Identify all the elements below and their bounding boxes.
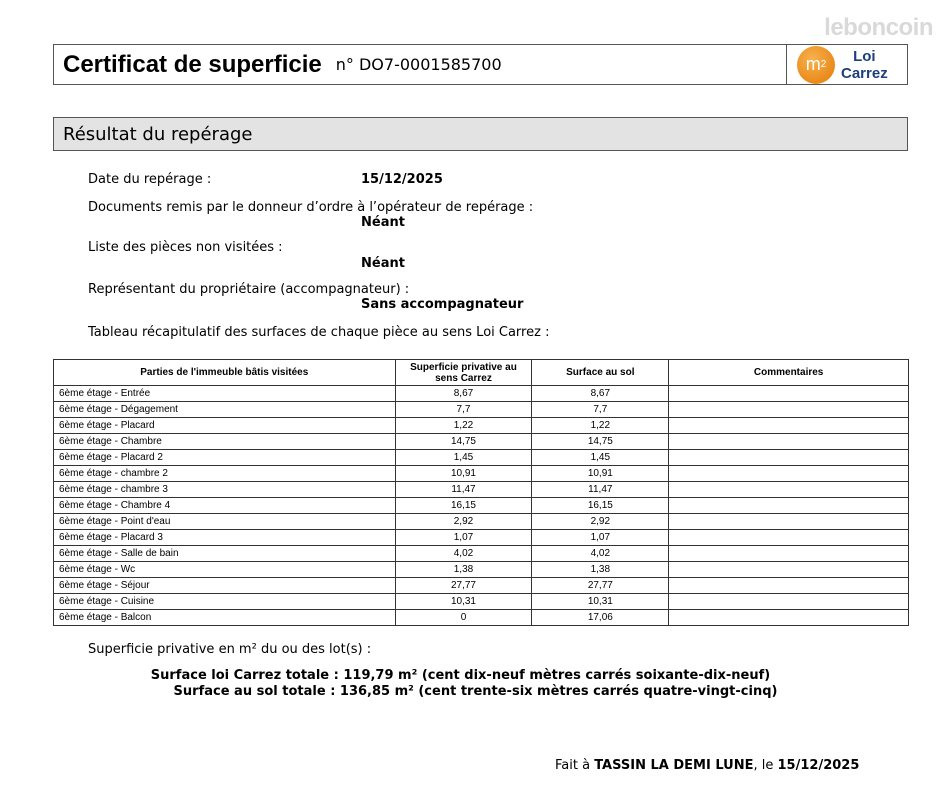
table-intro: Tableau récapitulatif des surfaces de chaque pièce au sens Loi Carrez : [88,325,550,340]
comment-cell [669,386,909,402]
table-row [54,386,909,402]
section-header [53,117,908,151]
date-label: Date du repérage : [88,172,212,187]
logo-symbol: m [805,54,821,74]
logo-superscript: 2 [820,59,827,70]
comment-cell [669,546,909,562]
comment-cell [669,482,909,498]
header-carrez: Superficie privative au sens Carrez [395,360,532,386]
certificate-number: n° DO7-0001585700 [335,55,502,74]
sol-cell: 1,45 [532,450,669,466]
table-row [54,610,909,626]
comment-cell [669,498,909,514]
comment-cell [669,450,909,466]
carrez-cell: 8,67 [395,386,532,402]
signature-sep: , le [753,758,774,773]
sol-cell: 2,92 [532,514,669,530]
room-cell: 6ème étage - Cuisine [54,594,396,610]
documents-label: Documents remis par le donneur d’ordre à l’opérateur de repérage : [88,200,534,215]
carrez-cell: 4,02 [395,546,532,562]
signature-line [555,758,859,773]
carrez-cell: 27,77 [395,578,532,594]
representative-value: Sans accompagnateur [361,297,524,312]
sol-cell: 14,75 [532,434,669,450]
date-value: 15/12/2025 [361,172,443,187]
section-title: Résultat du repérage [63,123,253,145]
documents-value: Néant [361,215,405,230]
sol-cell: 11,47 [532,482,669,498]
carrez-cell: 0 [395,610,532,626]
comment-cell [669,562,909,578]
comment-cell [669,530,909,546]
table-row [54,466,909,482]
header-comments: Commentaires [669,360,909,386]
room-cell: 6ème étage - Dégagement [54,402,396,418]
certificate-title: Certificat de superficie [63,50,322,78]
header-sol: Surface au sol [532,360,669,386]
table-row [54,482,909,498]
carrez-cell: 2,92 [395,514,532,530]
logo-label [841,48,888,82]
comment-cell [669,402,909,418]
table-row [54,578,909,594]
table-row [54,562,909,578]
sol-cell: 16,15 [532,498,669,514]
certificate-header [53,44,908,85]
room-cell: 6ème étage - Séjour [54,578,396,594]
carrez-cell: 14,75 [395,434,532,450]
comment-cell [669,514,909,530]
comment-cell [669,594,909,610]
room-cell: 6ème étage - Wc [54,562,396,578]
loi-carrez-logo [786,44,907,85]
sol-cell: 17,06 [532,610,669,626]
table-row [54,546,909,562]
sol-cell: 8,67 [532,386,669,402]
carrez-cell: 1,07 [395,530,532,546]
leboncoin-watermark: leboncoin [824,14,933,41]
comment-cell [669,434,909,450]
room-cell: 6ème étage - Chambre 4 [54,498,396,514]
room-cell: 6ème étage - chambre 2 [54,466,396,482]
header-rooms: Parties de l'immeuble bâtis visitées [54,360,396,386]
room-cell: 6ème étage - Balcon [54,610,396,626]
carrez-cell: 1,45 [395,450,532,466]
room-cell: 6ème étage - Salle de bain [54,546,396,562]
table-row [54,594,909,610]
sol-cell: 7,7 [532,402,669,418]
table-row [54,402,909,418]
carrez-cell: 1,38 [395,562,532,578]
table-header-row [54,360,909,386]
sol-cell: 4,02 [532,546,669,562]
surfaces-table [53,359,909,626]
summary-label: Superficie privative en m² du ou des lot(s) : [88,642,372,657]
room-cell: 6ème étage - Placard 3 [54,530,396,546]
sol-cell: 10,31 [532,594,669,610]
room-cell: 6ème étage - Entrée [54,386,396,402]
signature-prefix: Fait à [555,758,591,773]
carrez-total: Surface loi Carrez totale : 119,79 m² (cent dix-neuf mètres carrés soixante-dix-neuf) [150,668,771,683]
table-body [54,386,909,626]
table-row [54,498,909,514]
sol-cell: 1,07 [532,530,669,546]
logo-line2: Carrez [841,64,888,82]
carrez-cell: 16,15 [395,498,532,514]
room-cell: 6ème étage - Point d'eau [54,514,396,530]
sol-total: Surface au sol totale : 136,85 m² (cent trente-six mètres carrés quatre-vingt-cinq) [173,684,778,699]
comment-cell [669,578,909,594]
table-row [54,530,909,546]
rooms-value: Néant [361,256,405,271]
room-cell: 6ème étage - Placard [54,418,396,434]
table-row [54,418,909,434]
sol-cell: 1,22 [532,418,669,434]
carrez-cell: 1,22 [395,418,532,434]
room-cell: 6ème étage - Placard 2 [54,450,396,466]
carrez-cell: 7,7 [395,402,532,418]
table-row [54,514,909,530]
carrez-cell: 10,31 [395,594,532,610]
sol-cell: 10,91 [532,466,669,482]
totals-block [0,668,951,700]
sol-cell: 1,38 [532,562,669,578]
m2-logo-icon [797,46,835,84]
signature-place: TASSIN LA DEMI LUNE [594,758,754,773]
representative-label: Représentant du propriétaire (accompagnateur) : [88,282,410,297]
table-row [54,434,909,450]
room-cell: 6ème étage - Chambre [54,434,396,450]
room-cell: 6ème étage - chambre 3 [54,482,396,498]
comment-cell [669,466,909,482]
comment-cell [669,610,909,626]
logo-line1: Loi [853,47,876,65]
signature-date: 15/12/2025 [777,758,860,773]
comment-cell [669,418,909,434]
table-row [54,450,909,466]
sol-cell: 27,77 [532,578,669,594]
rooms-label: Liste des pièces non visitées : [88,240,283,255]
carrez-cell: 11,47 [395,482,532,498]
carrez-cell: 10,91 [395,466,532,482]
